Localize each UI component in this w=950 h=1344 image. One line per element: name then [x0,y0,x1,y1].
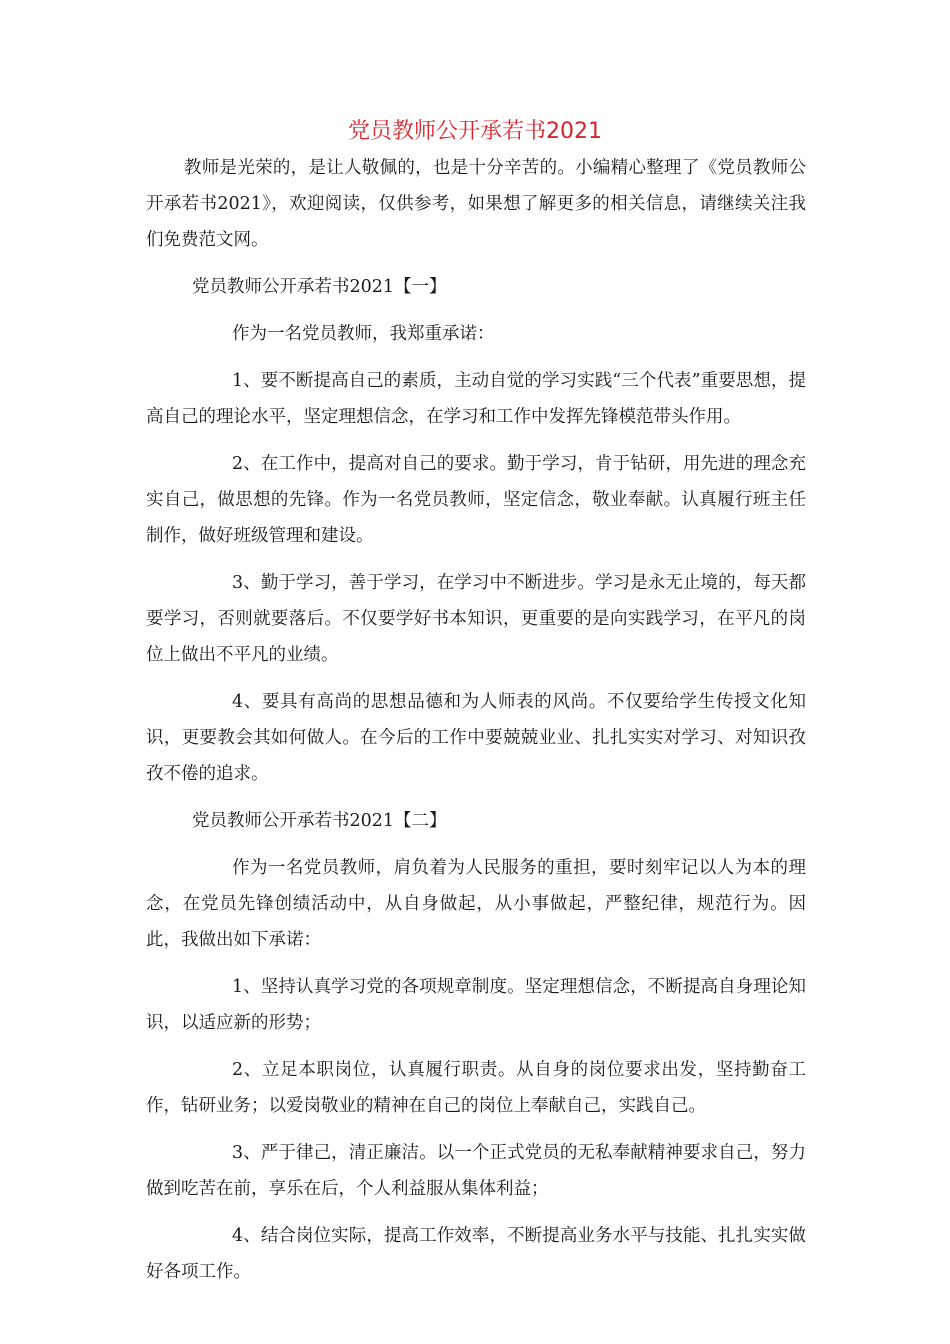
document-title: 党员教师公开承若书2021 [348,119,602,144]
section-2-paragraph-5: 4、结合岗位实际，提高工作效率，不断提高业务水平与技能、扎扎实实做好各项工作。 [146,1226,806,1282]
document-body [146,150,806,1301]
section-1-paragraph-3: 2、在工作中，提高对自己的要求。勤于学习，肯于钻研，用先进的理念充实自己，做思想的先锋。作为一名党员教师，坚定信念，敬业奉献。认真履行班主任制作，做好班级管理和建设。 [146,454,806,546]
section-2-paragraph-4: 3、严于律己，清正廉洁。以一个正式党员的无私奉献精神要求自己，努力做到吃苦在前，享乐在后，个人利益服从集体利益； [146,1143,806,1199]
intro-paragraph: 教师是光荣的，是让人敬佩的，也是十分辛苦的。小编精心整理了《党员教师公开承若书2021》，欢迎阅读，仅供参考，如果想了解更多的相关信息，请继续关注我们免费范文网。 [146,158,806,250]
section-2-heading: 党员教师公开承若书2021【二】 [192,811,447,831]
section-1-paragraph-4: 3、勤于学习，善于学习，在学习中不断进步。学习是永无止境的，每天都要学习，否则就要落后。不仅要学好书本知识，更重要的是向实践学习，在平凡的岗位上做出不平凡的业绩。 [146,573,806,665]
section-1-paragraph-5: 4、要具有高尚的思想品德和为人师表的风尚。不仅要给学生传授文化知识，更要教会其如何做人。在今后的工作中要兢兢业业、扎扎实实对学习、对知识孜孜不倦的追求。 [146,692,806,784]
section-1-paragraph-2: 1、要不断提高自己的素质，主动自觉的学习实践“三个代表”重要思想，提高自己的理论水平，坚定理想信念，在学习和工作中发挥先锋模范带头作用。 [146,371,806,427]
section-1-heading: 党员教师公开承若书2021【一】 [192,277,447,297]
section-2-paragraph-1: 作为一名党员教师，肩负着为人民服务的重担，要时刻牢记以人为本的理念，在党员先锋创绩活动中，从自身做起，从小事做起，严整纪律，规范行为。因此，我做出如下承诺： [146,858,806,950]
section-1-paragraph-1: 作为一名党员教师，我郑重承诺： [232,324,495,344]
section-2-paragraph-2: 1、坚持认真学习党的各项规章制度。坚定理想信念，不断提高自身理论知识，以适应新的形势； [146,977,806,1033]
section-2-paragraph-3: 2、立足本职岗位，认真履行职责。从自身的岗位要求出发，坚持勤奋工作，钻研业务；以爱岗敬业的精神在自己的岗位上奉献自己，实践自己。 [146,1060,806,1116]
